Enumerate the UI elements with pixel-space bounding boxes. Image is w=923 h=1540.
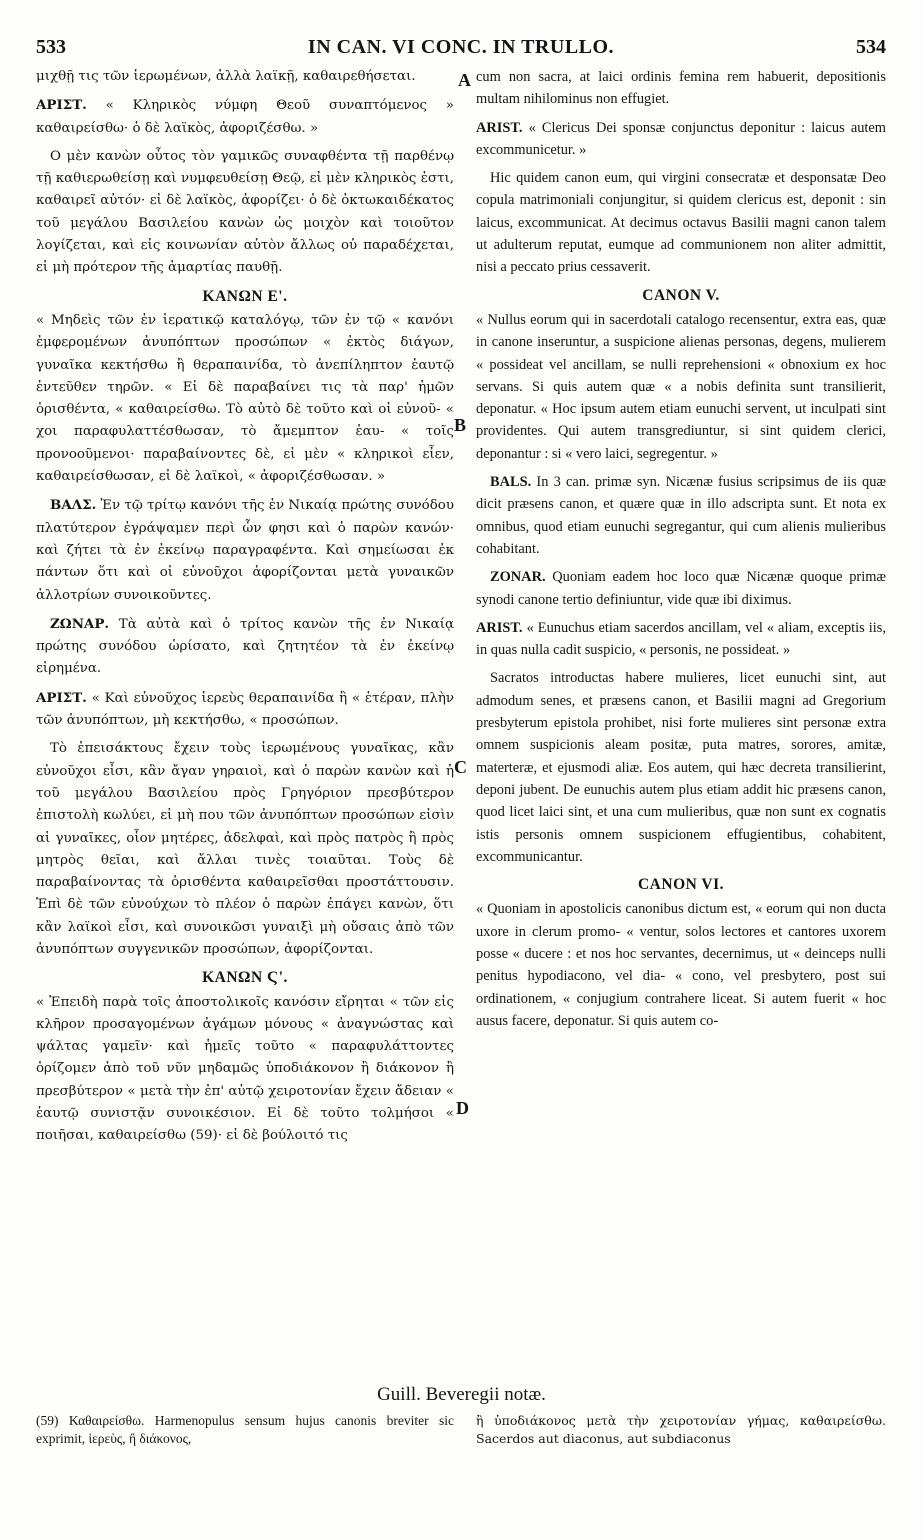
- latin-bals-text: In 3 can. primæ syn. Nicænæ fusius scripsimus de iis quæ dicit præsens canon, et quære quæ in illo adscripta sunt. Et nota ex omnibus, quod etiam eunuchi segregantur, qui cum alienis mulieribus cohabitant.: [476, 474, 886, 557]
- latin-arist-2-label: ARIST.: [476, 619, 523, 636]
- greek-arist-2-text: « Καὶ εὐνοῦχος ἱερεὺς θεραπαινίδα ἢ « ἑτέραν, πλὴν τῶν ἀνυπόπτων, μὴ κεκτήσθω, « προσώπων.: [36, 690, 454, 729]
- greek-zon: [36, 613, 454, 681]
- latin-bals-label: BALS.: [490, 474, 532, 491]
- greek-paragraph-2: Τὸ ἐπεισάκτους ἔχειν τοὺς ἱερωμένους γυναῖκας, κἂν εὐνοῦχοι εἶσι, κἂν ἄγαν γηραιοὶ, καὶ ὁ παρὼν κανὼν καὶ ἡ τοῦ μεγάλου Βασιλείου πρὸς Γρηγόριον πρεσβύτερον ἐπιστολὴ κωλύει, εἰ μὴ που τῶν ἀνυπόπτων προσώπων εἰσὶν αἱ γυναῖκες, οἷον μητέρες, ἀδελφαὶ, καὶ πρὸς πατρὸς ἢ πρὸς μητρὸς θεῖαι, καὶ ἄλλαι τινὲς τοιαῦται. Τοὺς δὲ παραβαίνοντας τὰ ὁρισθέντα καθαιρεῖσθαι προστάττουσιν. Ἐπὶ δὲ τῶν εὐνούχων τὸ πλέον ὁ παρὼν ἐπάγει κανὼν, ὅτι κἂν λαϊκοὶ εἶσι, καὶ συνοικῶσι γυναιξὶ μὴ οὔσαις ἀπὸ τῶν ἀνυπόπτων συγγενικῶν προσώπων, ἀφορίζονται.: [36, 741, 454, 957]
- latin-arist-2: [476, 617, 886, 662]
- running-title: IN CAN. VI CONC. IN TRULLO.: [307, 36, 615, 58]
- greek-bals: [36, 494, 454, 606]
- running-header: [36, 36, 886, 60]
- greek-arist-2-label: ΑΡΙΣΤ.: [36, 689, 87, 706]
- latin-paragraph-0: cum non sacra, at laici ordinis femina rem habuerit, depositionis multam nihilominus non effugiet.: [476, 69, 886, 108]
- page-number-right: 534: [856, 36, 886, 58]
- latin-zon-label: ZONAR.: [490, 569, 546, 586]
- margin-letter-c: C: [454, 757, 467, 777]
- margin-letter-d: D: [456, 1098, 469, 1118]
- latin-arist-1-text: « Clericus Dei sponsæ conjunctus deponitur : laicus autem excommunicetur. »: [476, 119, 886, 158]
- greek-zon-text: Τὰ αὐτὰ καὶ ὁ τρίτος κανὼν τῆς ἐν Νικαίᾳ πρώτης συνόδου ὡρίσατο, καὶ ζητητέον τὰ ἐν ἐκείνῳ εἰρημένα.: [36, 616, 454, 677]
- greek-canon-6-title: ΚΑΝΩΝ Ϛ'.: [202, 969, 288, 987]
- greek-column: [36, 66, 454, 1366]
- greek-arist-2: [36, 687, 454, 733]
- latin-paragraph-2: Sacratos introductas habere mulieres, licet eunuchi sint, aut admodum senes, et præsens canon, et Basilii magni ad Gregorium presbyterum epistola prohibet, nisi forte mulieres sint personæ extra omnem suspicionis aleam positæ, puta matres, sorores, amitæ, materteræ, et ejusmodi aliæ. Eos autem, qui hæc decreta transilierint, deponi jubent. De eunuchis autem plus etiam addit hic præsens canon, quod licet laici sint, et una cum mulieribus, quæ non sunt ex cognatis istis personis omnem suspicionem effugientibus, cohabitent, excommunicantur.: [476, 670, 886, 865]
- latin-arist-1-label: ARIST.: [476, 119, 523, 136]
- page-number-left: 533: [36, 36, 66, 58]
- latin-canon-6-title: CANON VI.: [637, 876, 725, 894]
- greek-canon-5-title: ΚΑΝΩΝ Ε'.: [202, 287, 288, 305]
- greek-arist-1-label: ΑΡΙΣΤ.: [36, 97, 87, 114]
- footnote-right: ἢ ὑποδιάκονος μετὰ τὴν χειροτονίαν γήμας, καθαιρείσθω. Sacerdos aut diaconus, aut subdiaconus: [476, 1413, 886, 1446]
- greek-paragraph-1: Ο μὲν κανὼν οὗτος τὸν γαμικῶς συναφθέντα τῇ παρθένῳ τῇ καθιερωθείσῃ καὶ νυμφευθείσῃ Θεῷ, εἰ μὲν κληρικὸς ἐστι, καθαιρεῖ αὐτόν· εἰ δὲ λαϊκὸς, ἀφορίζει· ὁ δὲ ὀκτωκαιδέκατος τοῦ μεγάλου Βασιλείου κανὼν ὡς μοιχὸν καὶ τοιοῦτον λογίζεται, καὶ εἰς κοινωνίαν αὐτὸν ἄλλως οὐ παραδέχεται, εἰ μὴ πρότερον τῆς ἁμαρτίας παυθῇ.: [36, 148, 454, 276]
- margin-letter-a: A: [458, 70, 471, 90]
- greek-arist-1-text: « Κληρικὸς νύμφη Θεοῦ συναπτόμενος » καθαιρείσθω· ὁ δὲ λαϊκὸς, ἀφοριζέσθω. »: [36, 98, 454, 136]
- latin-canon-5-title: CANON V.: [642, 286, 720, 304]
- latin-zon: [476, 566, 886, 611]
- margin-letter-b: B: [454, 415, 467, 435]
- greek-paragraph-0: μιχθῇ τις τῶν ἱερωμένων, ἀλλὰ λαϊκῇ, καθαιρεθήσεται.: [36, 69, 416, 84]
- latin-arist-1: [476, 117, 886, 162]
- greek-canon-5-text: « Μηδεὶς τῶν ἐν ἱερατικῷ καταλόγῳ, τῶν ἐν τῷ « κανόνι ἐμφερομένων ἀνυπόπτων προσώπων « ἐκτὸς διάγων, γυναῖκα κεκτήσθω ἢ θεραπαινίδα, τὸ ἀνεπίληπτον ἑαυτῷ ἐντεῦθεν τηρῶν. « Εἰ δὲ παραβαίνει τις τὰ παρ' ἡμῶν ὁρισθέντα, « καθαιρείσθω. Τὸ αὐτὸ δὲ τοῦτο καὶ οἱ εὐνοῦ- « χοι παραφυλαττέσθωσαν, τὸ ἄμεμπτον ἑαυ- « τοῖς προνοοῦμενοι· παραβαίνοντες δὲ, εἰ μὲν « κληρικοὶ εἶεν, καθαιρείσθωσαν, εἰ δὲ λαϊκοὶ, « ἀφοριζέσθωσαν. »: [36, 312, 454, 485]
- latin-arist-2-text: « Eunuchus etiam sacerdos ancillam, vel « aliam, exceptis iis, in quas nulla cadit suspicio, « personis, ne possideat. »: [476, 619, 886, 659]
- greek-zon-label: ΖΩΝΑΡ.: [50, 615, 110, 632]
- latin-bals: [476, 471, 886, 560]
- greek-arist-1: [36, 94, 454, 140]
- latin-zon-text: Quoniam eadem hoc loco quæ Nicænæ quoque primæ synodi canone tertio definiuntur, vide quæ ibi diximus.: [476, 569, 886, 608]
- greek-canon-6-text: « Ἐπειδὴ παρὰ τοῖς ἀποστολικοῖς κανόσιν εἴρηται « τῶν εἰς κλῆρον προσαγομένων ἀγάμων μόνους « ἀναγνώστας καὶ ψάλτας γαμεῖν· καὶ ἡμεῖς τοῦτο « παραφυλάττοντες ὁρίζομεν ἀπὸ τοῦ νῦν μηδαμῶς ὑποδιάκονον ἢ διάκονον ἢ πρεσβύτερον « μετὰ τὴν ἐπ' αὐτῷ χειροτονίαν ἔχειν ἄδειαν « ἑαυτῷ συνιστᾷν συνοικέσιον. Εἰ δὲ τοῦτο τολμήσοι « ποιῆσαι, καθαιρείσθω (59)· εἰ δὲ βούλοιτό τις: [36, 994, 454, 1144]
- greek-bals-label: ΒΑΛΣ.: [50, 497, 97, 514]
- greek-bals-text: Ἐν τῷ τρίτῳ κανόνι τῆς ἐν Νικαίᾳ πρώτης συνόδου πλατύτερον ἐγράψαμεν περὶ ὧν φησι καὶ ὁ παρὼν κανών· καὶ ζήτει τὰ ἐν ἐκείνῳ παραγραφέντα. Καὶ σημείωσαι ἐκ πάντων ὅτι καὶ οἱ εὐνοῦχοι ἀφορίζονται μετὰ γυναικῶν ἀλλοτρίων συνοικοῦντες.: [36, 498, 454, 603]
- latin-paragraph-1: Hic quidem canon eum, qui virgini consecratæ et desponsatæ Deo copula matrimoniali conjungitur, si quidem clericus est, deponit : sin laicus, excommunicat. At decimus octavus Basilii magni canon talem ut adulterum reputat, eumque ad communionem non aliter admittit, nisi a peccato prius cessaverit.: [476, 170, 886, 276]
- latin-canon-6-text: « Quoniam in apostolicis canonibus dictum est, « eorum qui non ducta uxore in clerum promo- « ventur, solos lectores et cantores uxorem posse « ducere : et nos hoc servantes, decernimus, ut « deinceps nulli penitus hypodiacono, vel dia- « cono, vel presbytero, post sui ordinationem, « conjugium contrahere liceat. Si autem fuerit « hoc ausus facere, deponatur. Si quis autem co-: [476, 901, 886, 1029]
- latin-canon-5-text: « Nullus eorum qui in sacerdotali catalogo recensentur, extra eas, quæ in canone inseruntur, a suspicione alienas personas, degens, mulierem « possideat vel ancillam, se nulli reprehensioni « obnoxium ex hoc servans. Si quis autem quæ « a nobis definita sunt transilierit, deponatur. « Hoc ipsum autem etiam eunuchi servent, ut inculpati sint providentes. Qui autem transgrediuntur, si sint quidem clerici, deponantur : si « vero laici, segregentur. »: [476, 311, 886, 462]
- latin-column: [476, 66, 886, 1366]
- footnote-left: (59) Καθαιρείσθω. Harmenopulus sensum hujus canonis breviter sic exprimit, ἱερεὺς, ἢ διάκονος,: [36, 1413, 454, 1446]
- notes-heading: Guill. Beveregii notæ.: [377, 1384, 546, 1405]
